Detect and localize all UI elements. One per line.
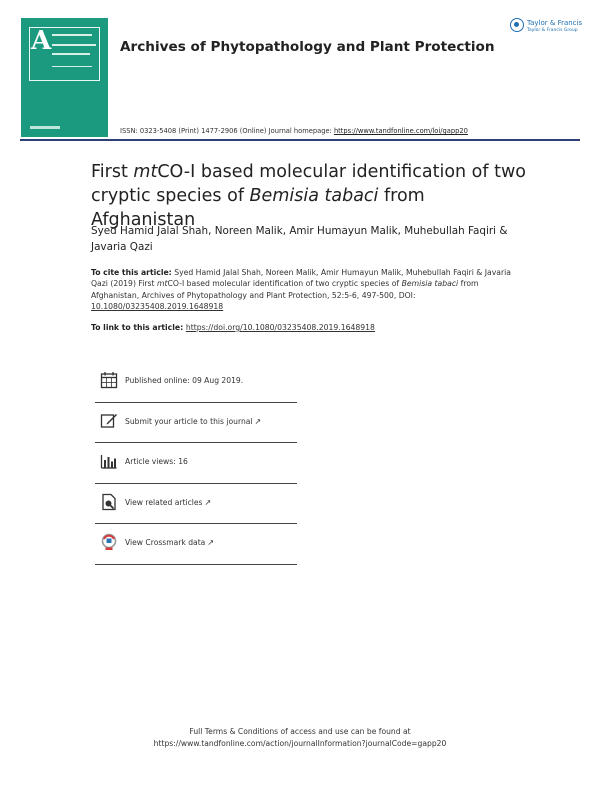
crossmark-link[interactable]: View Crossmark data — [125, 538, 206, 548]
submit-article-link[interactable]: Submit your article to this journal — [125, 416, 253, 426]
article-link-line — [91, 323, 375, 332]
metric-submit[interactable] — [95, 403, 297, 444]
publisher-logo-icon — [510, 18, 524, 32]
bar-chart-icon — [100, 452, 118, 470]
related-articles-link[interactable]: View related articles — [125, 497, 203, 507]
article-views-text: Article views: 16 — [125, 457, 188, 467]
issn-line — [120, 127, 468, 135]
published-online-text: Published online: 09 Aug 2019. — [125, 376, 244, 385]
journal-title: Archives of Phytopathology and Plant Protection — [120, 39, 495, 55]
crossmark-icon — [100, 533, 118, 551]
article-metrics — [95, 362, 297, 565]
publisher-logo — [510, 16, 582, 38]
publisher-subtitle: Taylor & Francis Group — [527, 28, 578, 33]
metric-crossmark[interactable] — [95, 524, 297, 565]
cover-logo-letter: A — [31, 26, 52, 56]
journal-cover — [21, 18, 108, 137]
calendar-icon — [100, 371, 118, 389]
related-articles-icon — [100, 493, 118, 511]
citation-block: To cite this article: Syed Hamid Jalal Shah, Noreen Malik, Amir Humayun Malik, Muhebullah Faqiri & Javaria Qazi (2019) First mtCO-I based molecular identification of two cryptic species of Bemisia tabaci from Afghanistan, Archives of Phytopathology and Plant Protection, 52:5-6, 497-500, DOI: 10.1080/03235408.2019.1648918 — [91, 268, 511, 311]
link-label: To link to this article: — [91, 323, 186, 332]
article-title: First mtCO-I based molecular identification of two cryptic species of Bemisia tabaci from Afghanistan — [91, 162, 526, 230]
external-link-icon: ↗ — [207, 538, 215, 548]
external-link-icon: ↗ — [204, 497, 212, 507]
metric-related[interactable] — [95, 484, 297, 525]
external-link-icon: ↗ — [254, 416, 262, 426]
cover-frame — [29, 27, 100, 81]
citation-doi-link[interactable]: 10.1080/03235408.2019.1648918 — [91, 301, 224, 311]
footer-terms-text: Full Terms & Conditions of access and use can be found at — [189, 727, 411, 736]
citation-label: To cite this article: — [91, 268, 172, 277]
header-rule — [20, 139, 580, 141]
metric-views — [95, 443, 297, 484]
journal-homepage-link[interactable]: https://www.tandfonline.com/loi/gapp20 — [333, 127, 468, 135]
metric-published — [95, 362, 297, 403]
footer — [0, 726, 600, 749]
article-doi-link[interactable]: https://doi.org/10.1080/03235408.2019.1648918 — [185, 323, 375, 332]
issn-text: ISSN: 0323-5408 (Print) 1477-2906 (Online) Journal homepage: — [120, 127, 334, 135]
edit-icon — [100, 412, 118, 430]
article-authors: Syed Hamid Jalal Shah, Noreen Malik, Amir Humayun Malik, Muhebullah Faqiri & Javaria Qazi — [91, 225, 508, 253]
publisher-name: Taylor & Francis — [527, 19, 583, 27]
footer-terms-link[interactable]: https://www.tandfonline.com/action/journalInformation?journalCode=gapp20 — [153, 738, 447, 748]
